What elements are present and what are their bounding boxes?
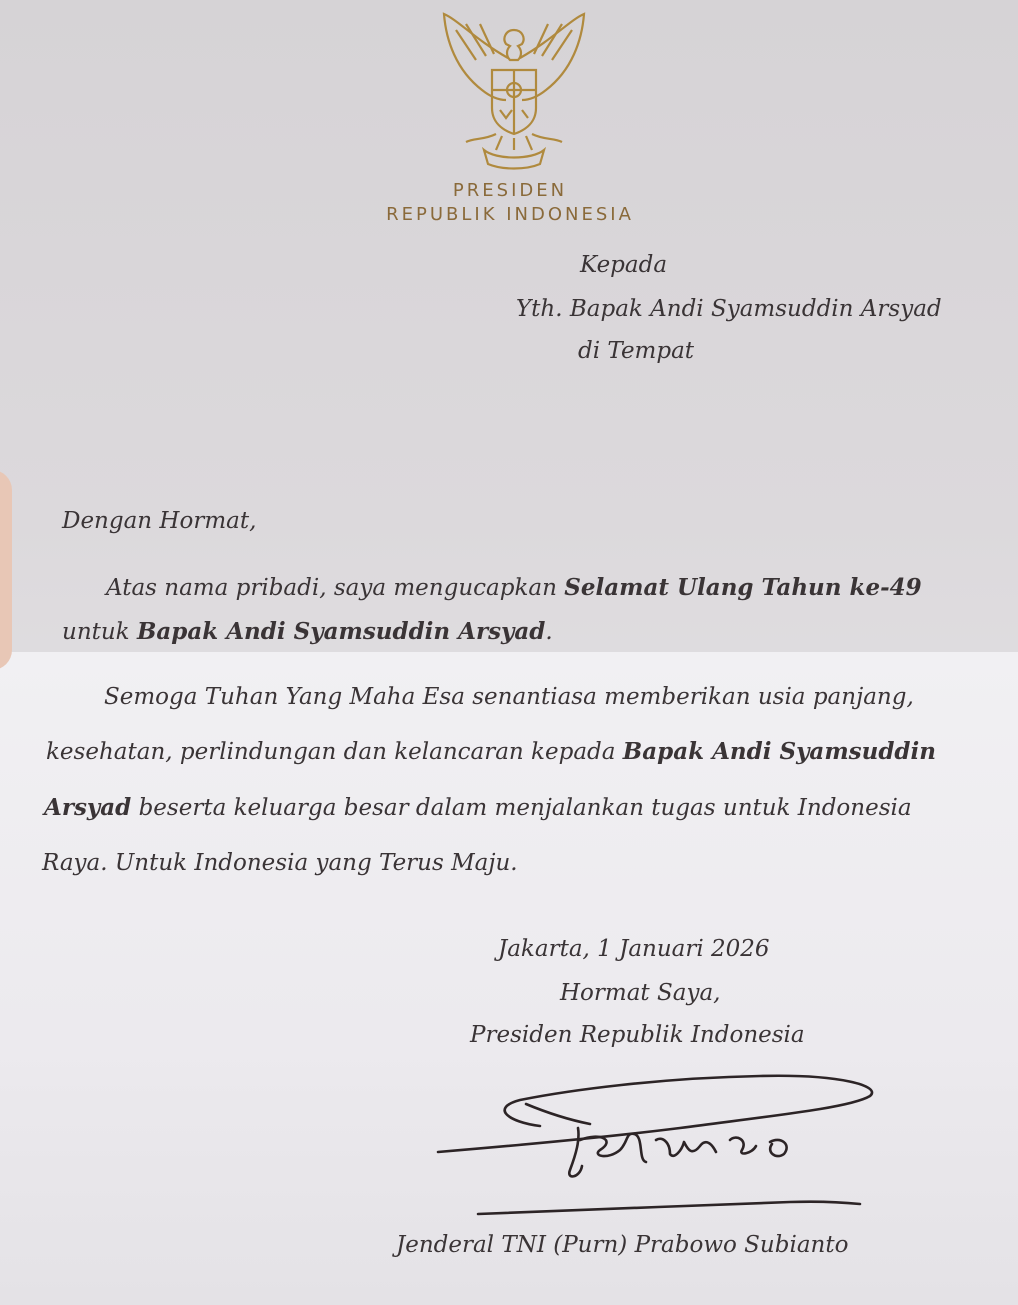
thumb <box>0 470 12 670</box>
recipient-line1: Kepada <box>580 252 668 278</box>
salutation: Dengan Hormat, <box>62 508 257 534</box>
paragraph1-bold2: Bapak Andi Syamsuddin Arsyad <box>136 618 546 645</box>
closing-regards: Hormat Saya, <box>560 980 721 1006</box>
paragraph2-line1: Semoga Tuhan Yang Maha Esa senantiasa memberikan usia panjang, <box>104 684 914 710</box>
paragraph2-bold: Bapak Andi Syamsuddin <box>622 738 936 765</box>
recipient-line2: Yth. Bapak Andi Syamsuddin Arsyad <box>516 296 942 322</box>
garuda-emblem-icon <box>436 10 592 172</box>
paragraph2-text2: kesehatan, perlindungan dan kelancaran kepada <box>46 739 623 765</box>
paragraph2-bold2: Arsyad <box>44 794 132 821</box>
paragraph1-line2 <box>62 618 553 645</box>
paragraph1-text: Atas nama pribadi, saya mengucapkan <box>106 575 565 601</box>
signer-name: Jenderal TNI (Purn) Prabowo Subianto <box>396 1232 849 1258</box>
recipient-line3: di Tempat <box>578 338 695 364</box>
paragraph2-text3: beserta keluarga besar dalam menjalankan tugas untuk Indonesia <box>131 795 912 821</box>
paragraph2-line4: Raya. Untuk Indonesia yang Terus Maju. <box>42 850 518 876</box>
paragraph1-end: . <box>545 619 553 645</box>
paragraph2-line3 <box>44 794 912 821</box>
letterhead-subtitle: REPUBLIK INDONESIA <box>386 204 634 225</box>
signature <box>430 1070 890 1230</box>
paragraph1-text2: untuk <box>62 619 137 645</box>
letterhead-title: PRESIDEN <box>452 180 568 201</box>
paragraph1-line1 <box>106 574 922 601</box>
paragraph1-bold: Selamat Ulang Tahun ke-49 <box>564 574 922 601</box>
place-date: Jakarta, 1 Januari 2026 <box>498 936 770 962</box>
closing-title: Presiden Republik Indonesia <box>470 1022 805 1048</box>
paragraph2-line2 <box>46 738 936 765</box>
